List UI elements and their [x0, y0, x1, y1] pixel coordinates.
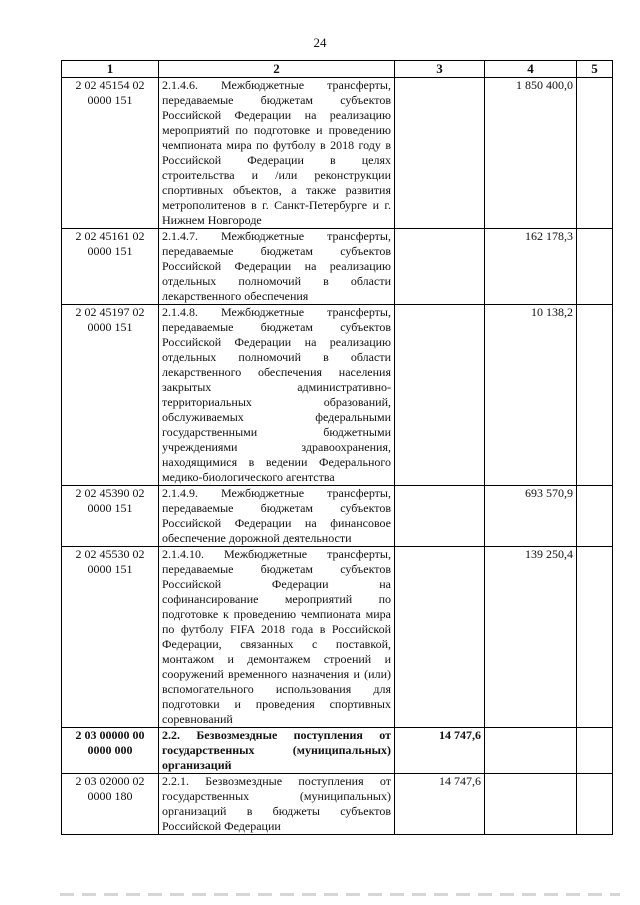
scan-footer-artifact — [60, 893, 620, 896]
budget-code-line: 0000 151 — [87, 244, 133, 258]
budget-code-line: 2 02 45161 02 — [75, 229, 145, 243]
amount-col-4 — [485, 774, 577, 835]
description-cell: 2.2. Безвозмездные поступления от государственных (муниципальных) организаций — [159, 728, 395, 774]
header-col-2: 2 — [159, 61, 395, 78]
budget-code-line: 0000 151 — [87, 562, 133, 576]
amount-col-4: 693 570,9 — [485, 486, 577, 547]
budget-code-line: 0000 000 — [87, 743, 133, 757]
table-row — [62, 78, 613, 229]
page-number: 24 — [313, 35, 327, 50]
amount-col-3: 14 747,6 — [395, 728, 485, 774]
budget-code-line: 2 02 45390 02 — [75, 486, 145, 500]
amount-col-5 — [577, 229, 613, 305]
budget-code-line: 2 03 02000 02 — [75, 774, 145, 788]
amount-col-5 — [577, 728, 613, 774]
description-cell: 2.1.4.9. Межбюджетные трансферты, передаваемые бюджетам субъектов Российской Федерации на финансовое обеспечение дорожной деятельности — [159, 486, 395, 547]
amount-col-4 — [485, 728, 577, 774]
table-row — [62, 305, 613, 486]
table-row — [62, 547, 613, 728]
budget-code-line: 0000 151 — [87, 501, 133, 515]
budget-code-cell — [62, 728, 159, 774]
amount-col-4: 10 138,2 — [485, 305, 577, 486]
amount-col-3 — [395, 486, 485, 547]
budget-revenue-table — [61, 60, 613, 835]
header-col-1: 1 — [62, 61, 159, 78]
amount-col-5 — [577, 305, 613, 486]
amount-col-5 — [577, 547, 613, 728]
amount-col-5 — [577, 774, 613, 835]
budget-code-cell — [62, 305, 159, 486]
description-cell: 2.1.4.10. Межбюджетные трансферты, передаваемые бюджетам субъектов Российской Федерации на софинансирование мероприятий по подготовке к проведению чемпионата мира по футболу FIFA 2018 года в Российской Федерации, связанных с поставкой, монтажом и демонтажем строений и сооружений временного назначения и (или) вспомогательного использования для подготовки и проведения спортивных соревнований — [159, 547, 395, 728]
table-row-section-total — [62, 728, 613, 774]
description-cell: 2.1.4.7. Межбюджетные трансферты, передаваемые бюджетам субъектов Российской Федерации на реализацию отдельных полномочий в области лекарственного обеспечения — [159, 229, 395, 305]
amount-col-3 — [395, 229, 485, 305]
header-col-4: 4 — [485, 61, 577, 78]
description-cell: 2.2.1. Безвозмездные поступления от государственных (муниципальных) организаций в бюджеты субъектов Российской Федерации — [159, 774, 395, 835]
amount-col-4: 1 850 400,0 — [485, 78, 577, 229]
description-cell: 2.1.4.6. Межбюджетные трансферты, передаваемые бюджетам субъектов Российской Федерации на реализацию мероприятий по подготовке и проведению чемпионата мира по футболу в 2018 году в Российской Федерации в целях строительства и /или реконструкции спортивных объектов, а также развития метрополитенов в г. Санкт-Петербурге и г. Нижнем Новгороде — [159, 78, 395, 229]
budget-code-line: 2 02 45530 02 — [75, 547, 145, 561]
amount-col-3 — [395, 305, 485, 486]
table-row — [62, 229, 613, 305]
amount-col-3: 14 747,6 — [395, 774, 485, 835]
budget-code-cell — [62, 78, 159, 229]
table-row — [62, 774, 613, 835]
budget-code-line: 2 03 00000 00 — [75, 728, 145, 742]
amount-col-5 — [577, 78, 613, 229]
amount-col-5 — [577, 486, 613, 547]
budget-code-line: 2 02 45154 02 — [75, 78, 145, 92]
amount-col-3 — [395, 547, 485, 728]
budget-code-line: 0000 151 — [87, 320, 133, 334]
budget-code-line: 0000 151 — [87, 93, 133, 107]
table-row — [62, 486, 613, 547]
budget-code-cell — [62, 229, 159, 305]
budget-code-line: 0000 180 — [87, 789, 133, 803]
table-header-row — [62, 61, 613, 78]
header-col-5: 5 — [577, 61, 613, 78]
amount-col-4: 139 250,4 — [485, 547, 577, 728]
amount-col-4: 162 178,3 — [485, 229, 577, 305]
header-col-3: 3 — [395, 61, 485, 78]
budget-code-cell — [62, 547, 159, 728]
budget-code-cell — [62, 774, 159, 835]
amount-col-3 — [395, 78, 485, 229]
budget-code-cell — [62, 486, 159, 547]
description-cell: 2.1.4.8. Межбюджетные трансферты, передаваемые бюджетам субъектов Российской Федерации на реализацию отдельных полномочий в области лекарственного обеспечения населения закрытых административно-территориальных образований, обслуживаемых федеральными государственными бюджетными учреждениями здравоохранения, находящимися в ведении Федерального медико-биологического агентства — [159, 305, 395, 486]
budget-code-line: 2 02 45197 02 — [75, 305, 145, 319]
